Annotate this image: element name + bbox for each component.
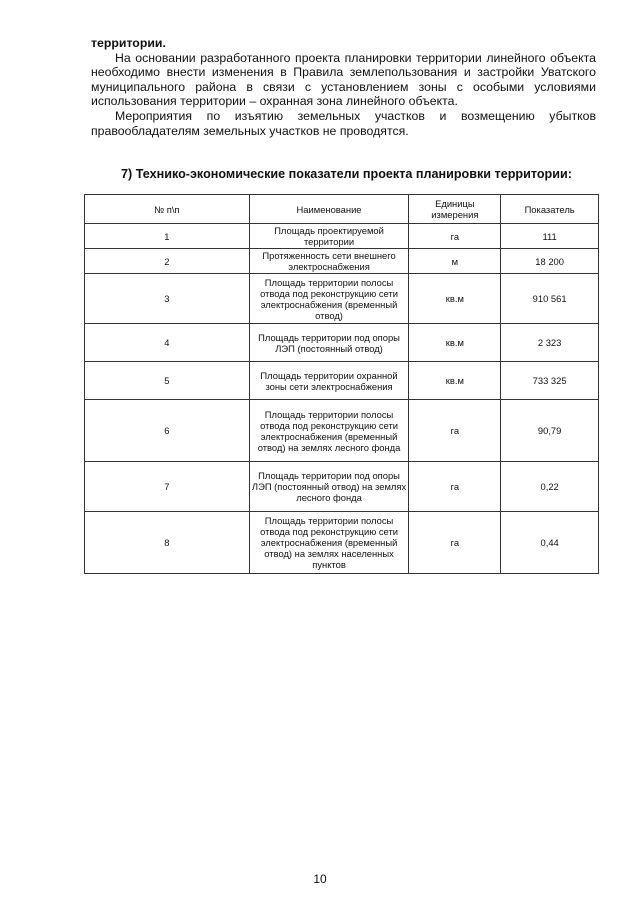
table-row [85,400,599,462]
table-row [85,249,599,274]
cell-value: 90,79 [501,400,599,462]
table-row [85,274,599,324]
cell-name: Площадь территории полосы отвода под реконструкцию сети электроснабжения (временный отвод) [249,274,409,324]
header-unit: Единицы измерения [409,195,501,224]
continued-heading: территории. [91,36,166,50]
cell-value: 0,22 [501,462,599,512]
indicators-table [84,194,599,574]
table-header-row [85,195,599,224]
cell-name: Площадь территории под опоры ЛЭП (постоянный отвод) на землях лесного фонда [249,462,409,512]
table-row [85,324,599,362]
section-title: 7) Технико-экономические показатели проекта планировки территории: [121,167,572,181]
cell-number: 8 [85,512,250,574]
cell-value: 2 323 [501,324,599,362]
cell-unit: га [409,512,501,574]
cell-value: 0,44 [501,512,599,574]
cell-name: Площадь проектируемой территории [249,224,409,249]
cell-value: 111 [501,224,599,249]
cell-name: Протяженность сети внешнего электроснабжения [249,249,409,274]
cell-number: 7 [85,462,250,512]
table-row [85,362,599,400]
cell-unit: га [409,400,501,462]
header-value: Показатель [501,195,599,224]
cell-unit: га [409,224,501,249]
cell-number: 4 [85,324,250,362]
cell-unit: кв.м [409,362,501,400]
cell-value: 18 200 [501,249,599,274]
cell-unit: кв.м [409,324,501,362]
header-name: Наименование [249,195,409,224]
table-row [85,224,599,249]
cell-value: 733 325 [501,362,599,400]
paragraph-land-withdrawal: Мероприятия по изъятию земельных участков и возмещению убытков правообладателям земельных участков не проводятся. [91,108,596,138]
cell-name: Площадь территории полосы отвода под реконструкцию сети электроснабжения (временный отвод) на землях населенных пунктов [249,512,409,574]
page-number: 10 [313,872,327,886]
body-text [91,36,596,138]
cell-number: 6 [85,400,250,462]
cell-name: Площадь территории под опоры ЛЭП (постоянный отвод) [249,324,409,362]
cell-name: Площадь территории полосы отвода под реконструкцию сети электроснабжения (временный отвод) на землях лесного фонда [249,400,409,462]
cell-number: 5 [85,362,250,400]
table-row [85,462,599,512]
cell-number: 1 [85,224,250,249]
paragraph-rules-amendment: На основании разработанного проекта планировки территории линейного объекта необходимо внести изменения в Правила землепользования и застройки Уватского муниципального района в связи с установлением зоны с особыми условиями использования территории – охранная зона линейного объекта. [91,50,596,109]
cell-unit: кв.м [409,274,501,324]
table-row [85,512,599,574]
cell-number: 3 [85,274,250,324]
header-number: № п\п [85,195,250,224]
cell-value: 910 561 [501,274,599,324]
cell-unit: га [409,462,501,512]
cell-unit: м [409,249,501,274]
cell-number: 2 [85,249,250,274]
cell-name: Площадь территории охранной зоны сети электроснабжения [249,362,409,400]
